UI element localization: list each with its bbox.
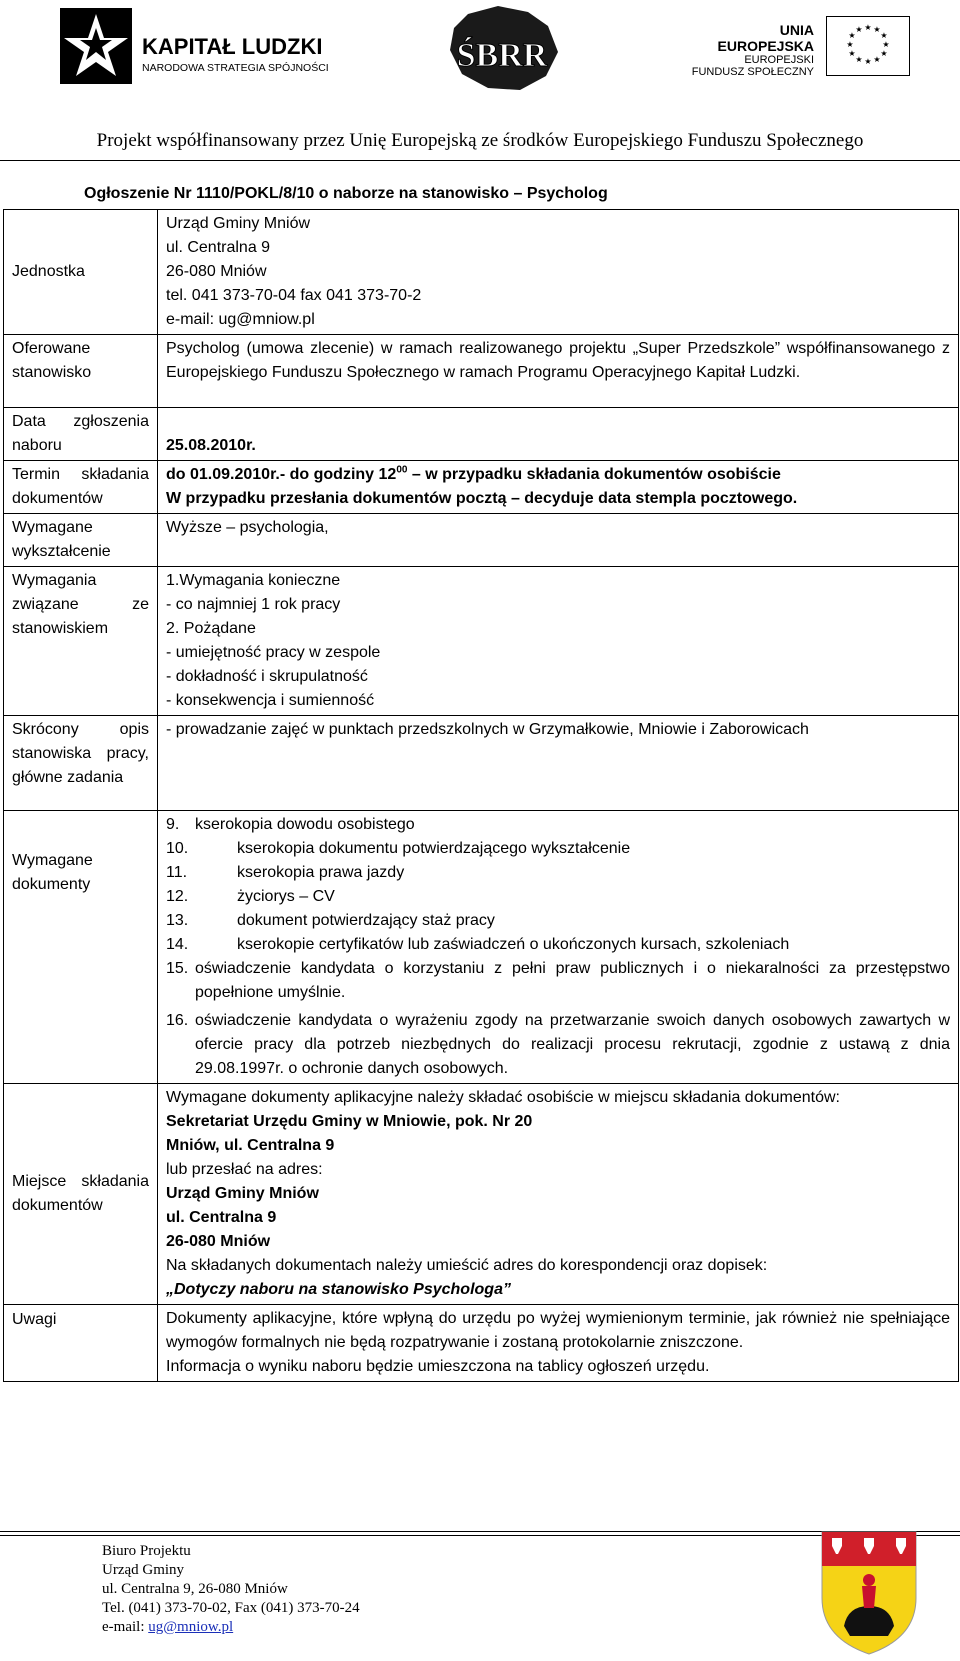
value-wyksztalcenie: Wyższe – psychologia, [158, 514, 959, 567]
value-miejsce [158, 1084, 959, 1305]
value-wymagania [158, 567, 959, 716]
list-item: 9. kserokopia dowodu osobistego [166, 816, 415, 833]
miejsce-place: Mniów, ul. Centralna 9 [166, 1137, 335, 1154]
wymagania-line: - dokładność i skrupulatność [166, 668, 368, 685]
footer-divider [0, 1531, 960, 1532]
value-jednostka [158, 210, 959, 335]
label-jednostka: Jednostka [4, 210, 158, 335]
list-item: 12. życiorys – CV [166, 888, 335, 905]
mniow-crest-icon [818, 1528, 920, 1656]
label-opis: Skrócony opis stanowiska pracy, główne zadania [4, 716, 158, 811]
jednostka-line: ul. Centralna 9 [166, 239, 271, 256]
list-item: 13. dokument potwierdzający staż pracy [166, 912, 495, 929]
label-dokumenty: Wymagane dokumenty [4, 811, 158, 1084]
row-termin [4, 461, 959, 514]
value-uwagi [158, 1305, 959, 1382]
jednostka-line: e-mail: ug@mniow.pl [166, 311, 315, 328]
miejsce-address: 26-080 Mniów [166, 1233, 271, 1250]
label-termin: Termin składania dokumentów [4, 461, 158, 514]
wymagania-line: 1.Wymagania konieczne [166, 572, 341, 589]
kapital-ludzki-subtitle: NARODOWA STRATEGIA SPÓJNOŚCI [142, 62, 329, 74]
announcement-table [3, 209, 959, 1382]
page-title: Ogłoszenie Nr 1110/POKL/8/10 o naborze na stanowisko – Psycholog [84, 185, 608, 202]
footer-email-line: e-mail: ug@mniow.pl [102, 1619, 234, 1635]
svg-text:★: ★ [846, 40, 854, 49]
footer-line: Tel. (041) 373-70-02, Fax (041) 373-70-24 [102, 1600, 360, 1616]
svg-text:★: ★ [864, 23, 872, 32]
value-opis: - prowadzanie zajęć w punktach przedszkolnych w Grzymałkowie, Mniowie i Zaborowicach [158, 716, 959, 811]
svg-text:★: ★ [873, 55, 881, 64]
svg-text:★: ★ [848, 49, 856, 58]
list-item: 11. kserokopia prawa jazdy [166, 864, 405, 881]
sbrr-map-icon [428, 4, 576, 94]
kapital-ludzki-logo [60, 8, 360, 88]
svg-text:★: ★ [848, 31, 856, 40]
footer-contact [102, 1542, 360, 1637]
svg-text:★: ★ [864, 57, 872, 66]
footer-line: Biuro Projektu [102, 1543, 191, 1559]
uwagi-text: Dokumenty aplikacyjne, które wpłyną do urzędu po wyżej wymienionym terminie, jak również nie spełniające wymogów formalnych nie będą rozpatrywanie i zostaną protokolarnie zniszczone. [166, 1310, 950, 1351]
label-data-zgloszenia: Data zgłoszenia naboru [4, 408, 158, 461]
row-wyksztalcenie [4, 514, 959, 567]
wymagania-line: 2. Pożądane [166, 620, 256, 637]
row-dokumenty [4, 811, 959, 1084]
list-item: 16. oświadczenie kandydata o wyrażeniu zgody na przetwarzanie swoich danych osobowych zawartych w ofercie pracy dla potrzeb niezbędnych do realizacji procesu rekrutacji, zgodnie z ustawą z dnia 29.08.1997r. o ochronie danych osobowych. [166, 1012, 950, 1077]
row-miejsce [4, 1084, 959, 1305]
row-wymagania [4, 567, 959, 716]
svg-text:★: ★ [880, 49, 888, 58]
miejsce-or: lub przesłać na adres: [166, 1161, 323, 1178]
label-wymagania: Wymagania związane ze stanowiskiem [4, 567, 158, 716]
termin-note: W przypadku przesłania dokumentów pocztą – decyduje data stempla pocztowego. [166, 490, 798, 507]
list-item: 10. kserokopia dokumentu potwierdzającego wykształcenie [166, 840, 631, 857]
header-divider [0, 160, 960, 161]
footer-divider [0, 1535, 960, 1536]
ue-line3: FUNDUSZ SPOŁECZNY [691, 66, 814, 78]
value-termin: do 01.09.2010r.- do godziny $12^{00}$ – w przypadku składania dokumentów osobiście W przypadku przesłania dokumentów pocztą – decyduje data stempla pocztowego. [158, 461, 959, 514]
list-item: 14. kserokopie certyfikatów lub zaświadczeń o ukończonych kursach, szkoleniach [166, 936, 790, 953]
miejsce-place: Sekretariat Urzędu Gminy w Mniowie, pok. Nr 20 [166, 1113, 533, 1130]
eu-flag-icon [826, 16, 910, 76]
svg-text:★: ★ [880, 31, 888, 40]
project-cofinancing-line: Projekt współfinansowany przez Unię Europejską ze środków Europejskiego Funduszu Społecznego [96, 130, 864, 151]
row-opis [4, 716, 959, 811]
logo-bar [0, 0, 960, 120]
jednostka-line: 26-080 Mniów [166, 263, 267, 280]
kapital-ludzki-title: KAPITAŁ LUDZKI [142, 34, 323, 59]
svg-text:★: ★ [855, 55, 863, 64]
unia-europejska-logo [690, 16, 910, 80]
wymagania-line: - konsekwencja i sumienność [166, 692, 375, 709]
jednostka-line: Urząd Gminy Mniów [166, 215, 311, 232]
uwagi-text: Informacja o wyniku naboru będzie umieszczona na tablicy ogłoszeń urzędu. [166, 1358, 710, 1375]
value-oferowane: Psycholog (umowa zlecenie) w ramach realizowanego projektu „Super Przedszkole” współfinansowanego z Europejskiego Funduszu Społecznego w ramach Programu Operacyjnego Kapitał Ludzki. [158, 335, 959, 408]
ue-line2: EUROPEJSKI [744, 54, 814, 66]
svg-text:★: ★ [882, 40, 890, 49]
jednostka-line: tel. 041 373-70-04 fax 041 373-70-2 [166, 287, 422, 304]
footer-line: ul. Centralna 9, 26-080 Mniów [102, 1581, 288, 1597]
miejsce-address: ul. Centralna 9 [166, 1209, 277, 1226]
ue-line1: UNIA EUROPEJSKA [717, 22, 814, 54]
label-oferowane: Oferowane stanowisko [4, 335, 158, 408]
wymagania-line: - umiejętność pracy w zespole [166, 644, 381, 661]
label-miejsce: Miejsce składania dokumentów [4, 1084, 158, 1305]
list-item: 15. oświadczenie kandydata o korzystaniu z pełni praw publicznych i o niekaralności za przestępstwo popełnione umyślnie. [166, 960, 950, 1001]
label-uwagi: Uwagi [4, 1305, 158, 1382]
kapital-ludzki-star-icon [60, 8, 132, 84]
label-wyksztalcenie: Wymagane wykształcenie [4, 514, 158, 567]
miejsce-address: Urząd Gminy Mniów [166, 1185, 319, 1202]
miejsce-note: Na składanych dokumentach należy umieścić adres do korespondencji oraz dopisek: [166, 1257, 768, 1274]
row-uwagi [4, 1305, 959, 1382]
svg-text:ŚBRR: ŚBRR [456, 37, 548, 74]
wymagania-line: - co najmniej 1 rok pracy [166, 596, 341, 613]
svg-text:★: ★ [855, 25, 863, 34]
row-data-zgloszenia [4, 408, 959, 461]
value-dokumenty [158, 811, 959, 1084]
footer-email-link[interactable]: ug@mniow.pl [148, 1619, 234, 1635]
row-oferowane [4, 335, 959, 408]
row-jednostka [4, 210, 959, 335]
miejsce-dopisek: „Dotyczy naboru na stanowisko Psychologa” [166, 1281, 511, 1298]
miejsce-intro: Wymagane dokumenty aplikacyjne należy składać osobiście w miejscu składania dokumentów: [166, 1089, 840, 1106]
value-data-zgloszenia: 25.08.2010r. [166, 437, 256, 454]
footer-line: Urząd Gminy [102, 1562, 185, 1578]
sbrr-logo [428, 4, 576, 94]
svg-text:★: ★ [873, 25, 881, 34]
